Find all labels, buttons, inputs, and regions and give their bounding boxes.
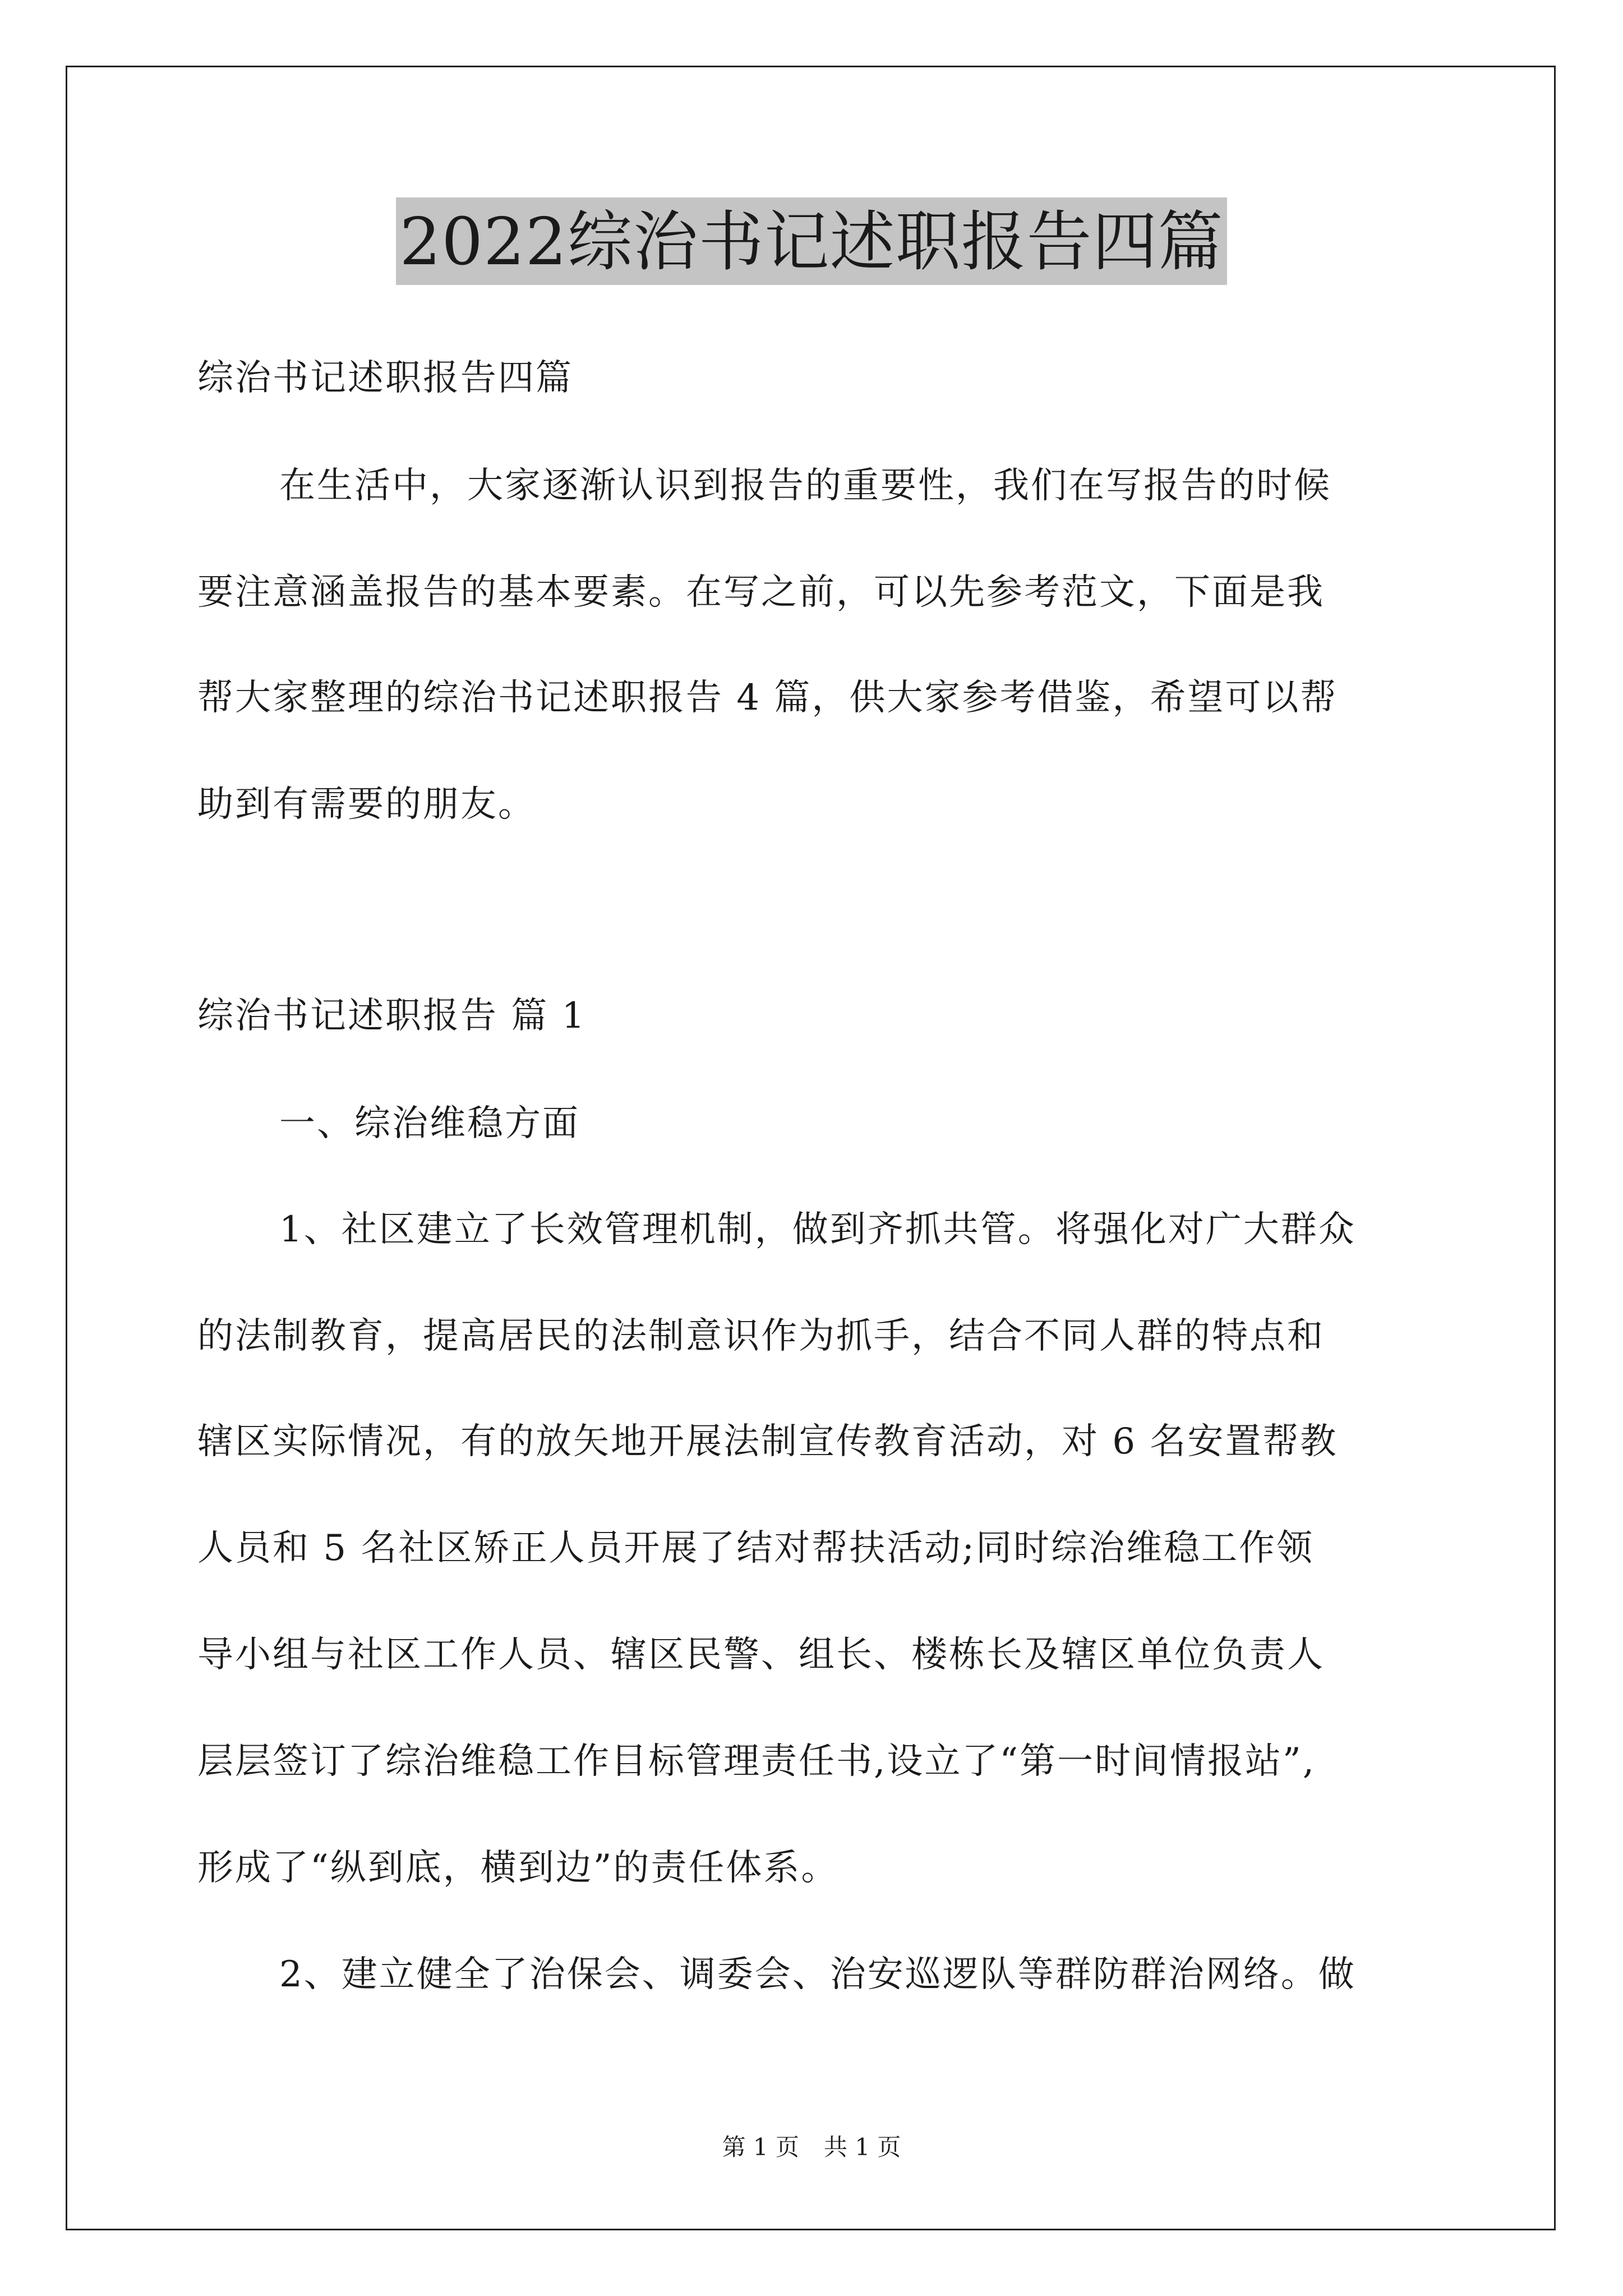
title-container — [0, 197, 1623, 285]
page-total: 共 1 页 — [824, 2133, 901, 2161]
paragraph-line: 1、社区建立了长效管理机制，做到齐抓共管。将强化对广大群众 — [279, 1209, 1356, 1250]
intro-line: 帮大家整理的综治书记述职报告 4 篇，供大家参考借鉴，希望可以帮 — [197, 677, 1338, 719]
subsection-heading: 一、综治维稳方面 — [279, 1103, 580, 1144]
intro-line: 在生活中，大家逐渐认识到报告的重要性，我们在写报告的时候 — [279, 465, 1331, 507]
paragraph-line: 人员和 5 名社区矫正人员开展了结对帮扶活动;同时综治维稳工作领 — [197, 1527, 1314, 1569]
paragraph-line: 辖区实际情况，有的放矢地开展法制宣传教育活动，对 6 名安置帮教 — [197, 1421, 1338, 1462]
subtitle: 综治书记述职报告四篇 — [197, 357, 573, 399]
paragraph-line: 形成了“纵到底，横到边”的责任体系。 — [197, 1847, 839, 1889]
paragraph-line: 2、建立健全了治保会、调委会、治安巡逻队等群防群治网络。做 — [279, 1954, 1356, 1995]
document-title: 2022综治书记述职报告四篇 — [396, 197, 1227, 285]
intro-line: 助到有需要的朋友。 — [197, 784, 536, 825]
paragraph-line: 的法制教育，提高居民的法制意识作为抓手，结合不同人群的特点和 — [197, 1315, 1325, 1357]
paragraph-line: 导小组与社区工作人员、辖区民警、组长、楼栋长及辖区单位负责人 — [197, 1634, 1325, 1676]
page-footer — [0, 2132, 1623, 2163]
page-number: 第 1 页 — [722, 2133, 799, 2161]
section-heading: 综治书记述职报告 篇 1 — [197, 995, 587, 1037]
paragraph-line: 层层签订了综治维稳工作目标管理责任书,设立了“第一时间情报站”, — [197, 1741, 1316, 1782]
intro-line: 要注意涵盖报告的基本要素。在写之前，可以先参考范文，下面是我 — [197, 572, 1325, 613]
